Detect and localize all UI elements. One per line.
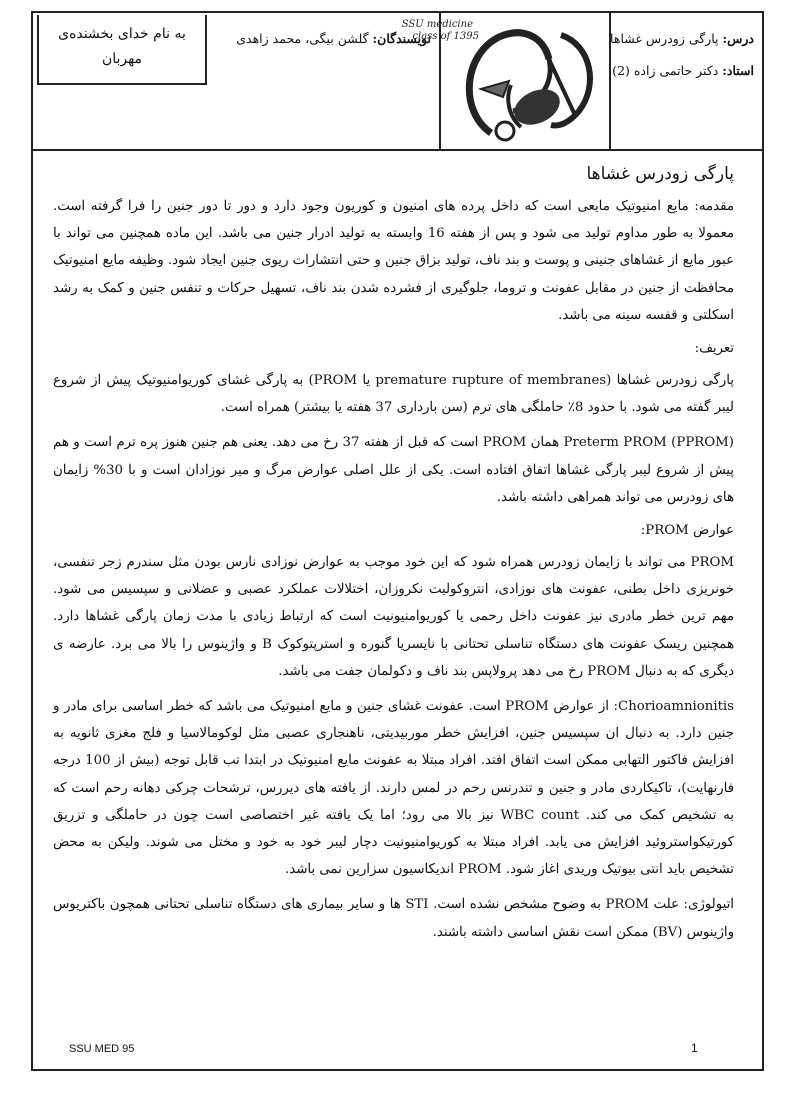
course-line (611, 23, 754, 55)
footer-label: SSU MED 95 (69, 1043, 135, 1055)
blessing-box (37, 15, 207, 85)
course-info-cell (609, 13, 762, 149)
blessing-text: به نام خدای بخشنده‌ی مهربان (58, 26, 186, 67)
authors-cell (209, 13, 439, 149)
document-header (33, 13, 762, 151)
definition-paragraph-2: Preterm PROM (PPROM) همان PROM است که قبل از هفته 37 رخ می دهد. یعنی هم جنین هنوز پره ترم است و هم پیش از شروع لیبر پارگی غشاها اتفاق افتاده است. یکی از علل اصلی عوارض مرگ و میر نوزادان است و با 30% زایمان های زودرس می تواند همراهی داشته باشد. (53, 435, 734, 505)
intro-paragraph: مقدمه: مایع امنیوتیک مایعی است که داخل پرده های امنیون و کوریون وجود دارد و دور تا دور جنین را فرا گرفته است. معمولا به طور مداوم تولید می شود و پس از هفته 16 وابسته به تولید ادرار جنین می باشد. این ماده همچنین می تواند با عبور مایع از غشاهای جنینی و پوست و بند ناف، تولید بزاق جنین و حتی انتشارات ریوی جنین ایجاد شود. وظیفه مایع امنیوتیک محافظت از جنین در مقابل عفونت و تروما، جلوگیری از فشرده شدن بند ناف، تسهیل حرکات و تنفس جنین و کمک به رشد اسکلتی و قفسه سینه می باشد. (53, 199, 734, 323)
page-number: 1 (691, 1041, 698, 1055)
document-body (33, 151, 762, 954)
logo-text-1: SSU medicine (401, 19, 473, 30)
etiology-paragraph: اتیولوژی: علت PROM به وضوح مشخص نشده است. STI ها و سایر بیماری های دستگاه تناسلی تحتانی همچون باکتریوس واژینوس (BV) ممکن است نقش اساسی داشته باشند. (53, 897, 734, 940)
chorioamnionitis-paragraph: Chorioamnionitis: از عوارض PROM است. عفونت غشای جنین و مایع امنیوتیک می باشد که خطر اساسی برای مادر و جنین دارد. به دنبال ان سپسیس جنین، افزایش خطر موربیدیتی، ناهنجاری عصبی مثل لوکومالاسیا و فلج مغزی ثانویه به افزایش فاکتور التهابی ممکن است اتفاق افتد. افراد مبتلا به عفونت مایع امنیوتیک در ابتدا تب قابل توجه (بیش از 100 درجه فارنهایت)، تاکیکاردی مادر و جنین و تندرنس رحم در لمس دارند. از یافته های دیررس، ترشحات چرکی دهانه رحم است که به تشخیص کمک می کند. WBC count نیز بالا می رود؛ اما یک یافته غیر اختصاصی است چون در حاملگی و تزریق کورتیکواستروئید افزایش می یابد. افراد مبتلا به کوریوامنیونیت دچار لیبر خود به خود و مختل می شوند. ولیکن به محض تشخیص باید انتی بیوتیک وریدی اغاز شود. PROM اندیکاسیون سزارین نمی باشد. (53, 699, 734, 878)
authors-line (209, 23, 431, 55)
course-label: درس: (722, 31, 754, 46)
authors-value: گلشن بیگی، محمد زاهدی (236, 31, 369, 46)
logo-text-2: class of 1395 (412, 31, 479, 42)
instructor-line (611, 55, 754, 87)
page-frame (31, 11, 764, 1071)
definition-heading: تعریف: (694, 341, 734, 357)
authors-label: نویسندگان: (372, 31, 431, 46)
instructor-label: استاد: (722, 63, 754, 78)
instructor-value: دکتر حاتمی زاده (2) (612, 63, 719, 78)
course-value: پارگی زودرس غشاها (610, 31, 719, 46)
complications-paragraph-1: PROM می تواند با زایمان زودرس همراه شود که این خود موجب به عوارض نوزادی نارس بودن مثل سندرم زجر تنفسی، خونریزی داخل بطنی، عفونت های نوزادی، انتروکولیت نکروزان، اختلالات عملکرد عصبی و عضلانی و سپسیس می شود. مهم ترین خطر مادری نیز عفونت داخل رحمی یا کوریوامنیونیت است که ارتباط زیادی با مدت زمان پارگی غشاها دارد. همچنین ریسک عفونت های دستگاه تناسلی تحتانی با نایسریا گنوره و استرپتوکوک B و واژینوس را بالا می برد. عارضه ی دیگری که به دنبال PROM رخ می دهد پرولاپس بند ناف و دکولمان جفت می باشد. (53, 555, 734, 679)
complications-heading: عوارض PROM: (640, 523, 734, 539)
definition-paragraph-1: پارگی زودرس غشاها (premature rupture of membranes یا PROM) به پارگی غشای کوریوامنیوتیک پیش از شروع لیبر گفته می شود. با حدود 8٪ حاملگی های ترم (سن بارداری 37 هفته یا بیشتر) همراه است. (53, 373, 734, 416)
page-title: پارگی زودرس غشاها (586, 164, 734, 184)
